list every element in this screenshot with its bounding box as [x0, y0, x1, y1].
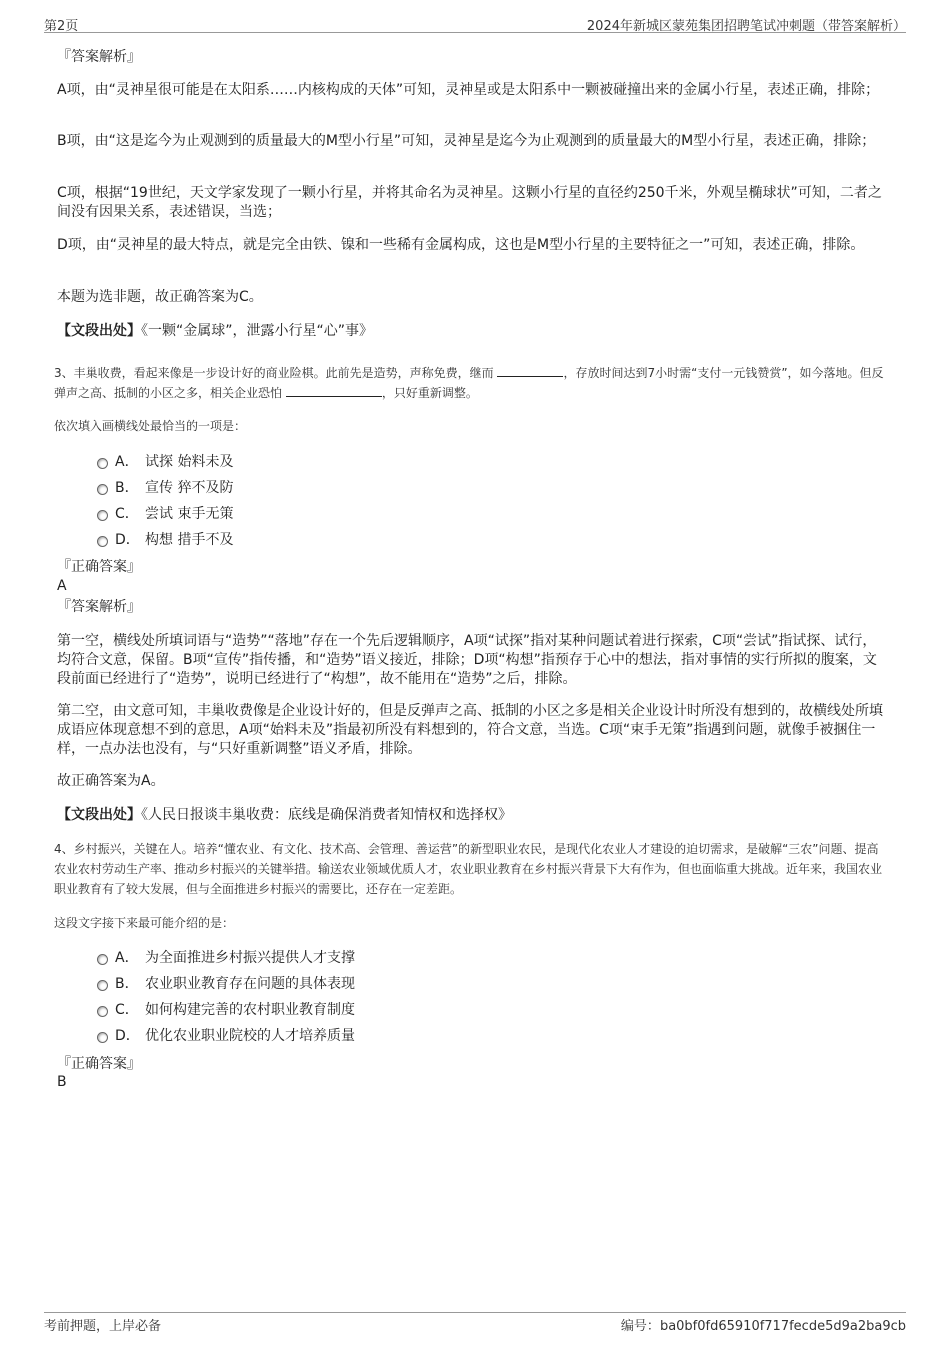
option-text: 构想 措手不及 — [145, 532, 234, 548]
stem-part: 3、丰巢收费，看起来像是一步设计好的商业险棋。此前先是造势，声称免费，继而 — [54, 366, 494, 380]
radio-icon[interactable] — [97, 1032, 108, 1043]
document-code — [621, 1315, 906, 1334]
option-letter: B． — [115, 976, 139, 992]
source-label: 【文段出处】 — [57, 323, 141, 339]
option-letter: D． — [115, 1028, 140, 1044]
source-text: 《一颗“金属球”，泄露小行星“心”事》 — [141, 323, 374, 339]
option-letter: A． — [115, 950, 139, 966]
radio-icon[interactable] — [97, 536, 108, 547]
option-letter: C． — [115, 1002, 139, 1018]
page-number: 第2页 — [44, 19, 79, 34]
radio-icon[interactable] — [97, 1006, 108, 1017]
option-letter: A． — [115, 454, 139, 470]
question-stem: 4、乡村振兴，关键在人。培养“懂农业、有文化、技术高、会管理、善运营”的新型职业农民，是现代化农业人才建设的迫切需求，是破解“三农”问题、提高农业农村劳动生产率、推动乡村振兴的关键举措。输送农业领域优质人才，农业职业教育在乡村振兴背景下大有作为，但也面临重大挑战。近年来，我国农业职业教育有了较大发展，但与全面推进乡村振兴的需要比，还存在一定差距。 — [54, 842, 883, 896]
analysis-paragraph: B项，由“这是迄今为止观测到的质量最大的M型小行星”可知，灵神星是迄今为止观测到的质量最大的M型小行星，表述正确，排除； — [57, 133, 876, 149]
option-text: 试探 始料未及 — [145, 454, 234, 470]
option-letter: D． — [115, 532, 140, 548]
option-text: 如何构建完善的农村职业教育制度 — [145, 1002, 355, 1018]
analysis-label: 『答案解析』 — [57, 599, 141, 615]
stem-part: ，存放时间达到7小时需“支付一元钱赞赏”，如今落地。但反弹声之高、抵制的小区之多，相关企业恐怕 — [54, 366, 884, 400]
page-header — [44, 14, 906, 33]
analysis-paragraph: A项，由“灵神星很可能是在太阳系……内核构成的天体”可知，灵神星或是太阳系中一颗被碰撞出来的金属小行星，表述正确，排除； — [57, 82, 880, 98]
option-letter: C． — [115, 506, 139, 522]
source-text: 《人民日报谈丰巢收费：底线是确保消费者知情权和选择权》 — [141, 807, 512, 823]
question-prompt: 依次填入画横线处最恰当的一项是： — [54, 419, 247, 433]
correct-answer: B — [57, 1074, 67, 1090]
analysis-paragraph: D项，由“灵神星的最大特点，就是完全由铁、镍和一些稀有金属构成，这也是M型小行星的主要特征之一”可知，表述正确，排除。 — [57, 237, 865, 253]
stem-part: ，只好重新调整。 — [381, 386, 478, 400]
radio-icon[interactable] — [97, 484, 108, 495]
page-footer — [44, 1312, 906, 1334]
option-letter: B． — [115, 480, 139, 496]
analysis-conclusion: 本题为选非题，故正确答案为C。 — [57, 289, 263, 305]
code-value: ba0bf0fd65910f717fecde5d9a2ba9cb — [659, 1319, 906, 1334]
correct-answer: A — [57, 578, 67, 594]
radio-icon[interactable] — [97, 954, 108, 965]
radio-icon[interactable] — [97, 510, 108, 521]
source-line — [57, 806, 887, 825]
option-text: 优化农业职业院校的人才培养质量 — [145, 1028, 355, 1044]
option-text: 农业职业教育存在问题的具体表现 — [145, 976, 355, 992]
document-title: 2024年新城区蒙苑集团招聘笔试冲刺题（带答案解析） — [586, 19, 906, 34]
radio-icon[interactable] — [97, 458, 108, 469]
fill-blank — [286, 384, 382, 397]
footer-slogan: 考前押题，上岸必备 — [44, 1319, 162, 1334]
question-prompt: 这段文字接下来最可能介绍的是： — [54, 916, 235, 930]
radio-icon[interactable] — [97, 980, 108, 991]
correct-answer-label: 『正确答案』 — [57, 1056, 141, 1072]
code-label: 编号： — [620, 1319, 660, 1334]
correct-answer-label: 『正确答案』 — [57, 559, 141, 575]
option-text: 为全面推进乡村振兴提供人才支撑 — [145, 950, 355, 966]
fill-blank — [497, 364, 563, 377]
analysis-paragraph: 第一空，横线处所填词语与“造势”“落地”存在一个先后逻辑顺序，A项“试探”指对某种问题试着进行探索，C项“尝试”指试探、试行，均符合文意，保留。B项“宣传”指传播，和“造势”语义接近，排除；D项“构想”指预存于心中的想法，指对事情的实行所拟的腹案，文段前面已经进行了“造势”，说明已经进行了“构想”，故不能用在“造势”之后，排除。 — [57, 633, 877, 687]
analysis-paragraph: 第二空，由文意可知，丰巢收费像是企业设计好的，但是反弹声之高、抵制的小区之多是相关企业设计时所没有想到的，故横线处所填成语应体现意想不到的意思，A项“始料未及”指最初所没有料想到的，符合文意，当选。C项“束手无策”指遇到问题，就像手被捆住一样，一点办法也没有，与“只好重新调整”语义矛盾，排除。 — [57, 703, 883, 757]
source-label: 【文段出处】 — [57, 807, 141, 823]
source-line — [57, 322, 887, 341]
analysis-conclusion: 故正确答案为A。 — [57, 773, 165, 789]
option-text: 尝试 束手无策 — [145, 506, 234, 522]
analysis-paragraph: C项，根据“19世纪，天文学家发现了一颗小行星，并将其命名为灵神星。这颗小行星的直径约250千米，外观呈椭球状”可知，二者之间没有因果关系，表述错误，当选； — [57, 185, 882, 220]
question-stem — [54, 363, 890, 403]
option-text: 宣传 猝不及防 — [145, 480, 234, 496]
analysis-label: 『答案解析』 — [57, 49, 141, 65]
